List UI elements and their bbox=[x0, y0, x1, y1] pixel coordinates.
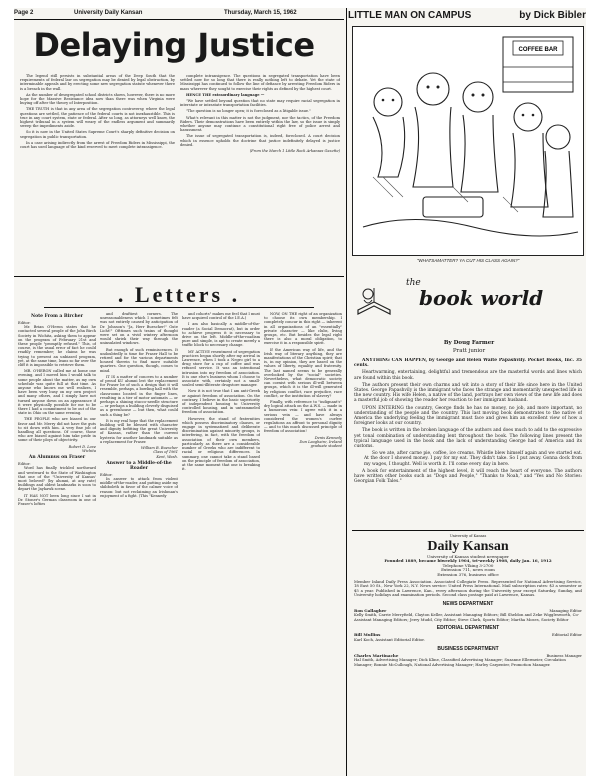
paragraph: What's relevant in this matter is not the judgment, nor the tactics, of the Freedom Riders. Their demonstrations have been entirely within the law, so the issue is simply whether anyone may continue a constitutional right free of police arrest and harassment. bbox=[180, 115, 340, 133]
letter-role: graduate student bbox=[310, 444, 342, 449]
letter-heading: Note From a Bircher bbox=[30, 314, 84, 319]
letter-signature: Robert D. Love bbox=[68, 444, 96, 449]
news-department-head: NEWS DEPARTMENT bbox=[442, 600, 494, 607]
cartoon-panel bbox=[352, 26, 584, 256]
paragraph: It is my real hope that the replacement building will be blessed with character and dignity befitting the great University of Kansas, rather than the current hysteria for another landmark suitable as a replacement for Fraser. bbox=[100, 418, 178, 444]
paragraph: If the American way of life, and the Irish way of literary anything, they are manifestations of the Christian spirit; that is, in my opinion, they are based on the values of liberty, equality and fraternity. The last named seems to be generally overlooked by the "social" societies. Nevertheless, what democratic society can coexist with serious ill-will between groups, which it is the ill-will generated by religious conflict, race prejudice, race conflict, or the institution of slavery? bbox=[264, 347, 342, 398]
paragraph: So it is now in the United States Supreme Court's sharply definitive decision on segregation in public transportation. bbox=[20, 130, 175, 139]
paragraph: But enough of such reminiscences. It undoubtedly is time for Fraser Hall to be retired and for the various departments housed therein to find more suitable quarters. One question, though, comes to mind. bbox=[100, 347, 178, 373]
paragraph: Finally, with reference to "indignant's" dry logical attack on the A.W.S. — made in a humorous vein: I agree with it in a serious vein — and have always considered the women's curfew regulations an affront to personal dignity — and to this much discussed principle of freedom of association! bbox=[264, 400, 342, 434]
review-byline: By Doug Farmer bbox=[443, 340, 495, 346]
cartoon-caption: "WHATSAMATTER? YA CUT HIS CLASS AGAIN?" bbox=[416, 258, 520, 263]
letter-location: Kent, Wash. bbox=[156, 454, 178, 459]
paragraph: ANYTHING CAN HAPPEN, by George and Helen Waite Papashvily. Pocket Books, Inc. 35 cents. bbox=[354, 358, 582, 369]
letters-column-2 bbox=[100, 312, 178, 770]
paragraph: As the number of desegregated school districts shows, however, there is no more hope for the Massive Resistance idea now than there was when Virginia were buying off after the theory of Interposition. bbox=[20, 92, 175, 106]
paragraph: A book for entertainment of the highest level, it will reach the heart of everyone. The authors have written other books such as "Dogs and People," "Thanks to Noah," and "Yes and No Stories: Georgian Folk Tales." bbox=[354, 468, 582, 485]
paragraph: However, the stand of fraternities which possess discriminatory clauses, or engage in systematized and deliberate discrimination against minority groups, is interfering, in fact, with the freedom of association of their own members, particularly as there are a considerable number of Greeks who are indifferent to racial or religious differences. In summary, one cannot take a stand based on the principle of freedom of association, at the same moment that one is breaking it. bbox=[182, 416, 260, 472]
quote: "The question is no longer open; it is foreclosed as a litigable issue." bbox=[186, 109, 311, 114]
masthead-name: Daily Kansan bbox=[427, 538, 509, 554]
staff-role: Managing Editor bbox=[549, 607, 582, 613]
editorial-column-1 bbox=[20, 74, 175, 274]
staff-list: Hal Smith, Advertising Manager; Dick Kline, Classified Advertising Manager; Suzanne Ellermeier, Circulation Manager; Bonnie McCullough, National Advertising Manager; Harley Carpenter, Promotion Manager. bbox=[354, 657, 566, 667]
letter-salutation: Editor: bbox=[18, 321, 31, 325]
paragraph: The authors present their own charms and wit into a story of their life since here in the United States. George Papashvily is the immigrant who faces the strange and momentarily unexpected life in the new country. His wife Helen, a native of the land, portrays her own views of the new life and does a masterful job of showing the reader her reaction to her immigrant husband. bbox=[354, 382, 582, 404]
letter-salutation: Editor: bbox=[100, 472, 113, 477]
source-credit: (From the March 1 Little Rock Arkansas Gazette) bbox=[249, 149, 340, 154]
masthead-ext: Extension 711, news room bbox=[441, 567, 495, 573]
letter-salutation: Editor: bbox=[18, 462, 31, 467]
letter-signature: William B. Buescher bbox=[141, 446, 178, 451]
masthead-tagline: University of Kansas student newspaper bbox=[427, 553, 509, 559]
book-review-body bbox=[354, 358, 582, 526]
masthead-body: Member Inland Daily Press Association. Associated Collegiate Press. Represented for National Advertising Service, 18 East 50 St., New York 22, N.Y. News service: United Press International. Mail subscription rates: $3 a semester or $5 a year. Published in Lawrence, Kan., every afternoon during the University year except Saturday, Sunday, and University holidays and examination periods. Second class postage paid at Lawrence, Kansas. bbox=[354, 578, 582, 598]
newspaper-page bbox=[14, 8, 586, 776]
paragraph: Word has finally trickled northward and westward to the State of Washington that one of the "University of Kansas' most beloved" (by alumni, at any rate) buildings and oldest landmarks is soon to depart the Jayhawk scene. bbox=[18, 466, 96, 492]
letter-location: Wichita bbox=[82, 448, 96, 453]
staff-list: Karl Koch, Assistant Editorial Editor. bbox=[354, 636, 425, 642]
paragraph: IT IS a matter of concern to a number of proud KU alumni lest the replacement for Fraser be of such a design that it will resemble, perhaps, a bowling hall with the classrooms located in the finger lines, resulting in a tier of motor automats — or perhaps a shining stucco-needle structure — or perhaps a building cleverly disguised as a greenhouse — but then, what could such a thing be? bbox=[100, 374, 178, 417]
paragraph: THE PEOPLE who are biased in our favor and Mr. Merry did not have the guts to sit down with him. A very fine job of handling all questions. Of course, those who are biased against him take pride in some of their ploys of objectivity. bbox=[18, 417, 96, 443]
quoted-passage: So we ate, after carne pie, coffee, ice creams. Whistle blew himself again and we started eat. At the door I showed money. I pay for my eat. They didn't take. So I put away. Gonna dock from my wages, I thought. Well is worth it. I'll come every day in here. bbox=[364, 451, 582, 467]
staff-name: Bill Mullins bbox=[354, 632, 381, 638]
subhead: HENCE THE extraordinary language — bbox=[186, 92, 265, 97]
editorial-column-2 bbox=[180, 74, 340, 274]
paragraph: Now it is not true that I am anti-Greek or against freedom of association. On the contrary, I believe in the basic superiority of independent housing to University controlled housing, and in untrammeled freedom of association. bbox=[182, 389, 260, 415]
paragraph: The issue of segregated transportation is, indeed, foreclosed. A court decision which in essence upholds the doctrine that justice indefinitely delayed is justice denied. bbox=[180, 134, 340, 147]
cartoon-artist: by Dick Bibler bbox=[519, 10, 586, 21]
paragraph: In a case arising indirectly from the arrest of Freedom Riders in Mississippi, the court has used language of the kind reserved to meet complete intransigence. bbox=[20, 140, 175, 150]
staff-role: Business Manager bbox=[546, 652, 582, 658]
paragraph: Mr. Brian O'Heron states that he contacted several people of the John Birch Society in Wichita, asking them to appear on the program of February 21st and these people "promptly refused." This, of course, is the usual error of fact he could readily remember; he claims he was trying to present an unbiased program, yet, at the same time, leans so far over the cliff it is impossible to retrieve them. bbox=[18, 325, 96, 368]
paragraph: complete intransigence. The questions in segregated transportation have been settled now for so long that there is really nothing left to debate. Yet the state of Mississippi has continued to follow the line of defiance by arresting Freedom Riders in mass wherever they sought to exercise their rights as defined by the highest court. bbox=[180, 74, 340, 91]
cartoon-drawing bbox=[353, 27, 583, 255]
section-rule bbox=[352, 530, 584, 531]
letter-location: Dun Laoghaire, Ireland bbox=[299, 439, 342, 444]
paragraph: THE TRUTH is that in any area of the segregation controversy, where the legal questions are settled, the patience of the federal courts is not inexhaustible. This is true in any court system, state or federal. After so long, as attorneys well know, the highest tribunal in a system will weary of the endless argument and summarily sweep the impediments aside. bbox=[20, 107, 175, 129]
paragraph: UPON ENTERING the country, George finds he has no money, no job, and more important, no understanding of the people and the country. This last moving book demonstrates to the native of America the underlying feeling the immigrant must face and gives him an excellent view of how a foreigner looks at our country. bbox=[354, 405, 582, 427]
paragraph: and draftiest corners. The unreasonableness which I sometimes felt was not entirely caused by anticipation of Dr. Johnson's "Ja, Herr Buescher!" Gute Licht!" Ofttimes such trains of thought were set on a vivid wintery afternoon would shriek their way through the uninsulated windows. bbox=[100, 312, 178, 346]
section-rule bbox=[14, 276, 344, 277]
letter-heading: An Alumnus on Fraser bbox=[28, 455, 86, 461]
book-world-small-title: the bbox=[406, 278, 421, 288]
letter-class: Class of 1961 bbox=[153, 450, 178, 455]
paragraph: In answer to attack from violent middle-of-the-roader, and putting aside my shibboleth in favor of the calmer voice of reason: but not reclaiming an Irishman's enjoyment of a fight. (This "Kennedy bbox=[100, 476, 178, 498]
editorial-staff bbox=[354, 633, 582, 642]
review-byline-role: Pratt junior bbox=[452, 348, 486, 354]
letter-signature: Denis Kennedy bbox=[314, 435, 342, 440]
coffee-bar-sign: COFFEE BAR bbox=[518, 47, 558, 53]
paper-name: University Daily Kansan bbox=[74, 10, 143, 16]
letters-column-3 bbox=[182, 312, 260, 770]
paragraph: MY ACTIVE resentment of segregation practices began shortly after my arrival in Lawrence, when I took a Negro girl to a drug store for a cup of coffee and was refused service. It was an intentional intrusion into my freedom of association. It is one else's business whom I choose to associate with, certainly not a small-souled semi-illiterate drugstore manager. bbox=[182, 349, 260, 388]
paragraph: The legend still persists in substantial areas of the Deep South that the requirements of federal law on segregation may be denied by legal obstruction, by interminable appeals and by erecting some new segregation statute whenever there is a breach in the wall. bbox=[20, 74, 175, 91]
staff-list: Kelly Smith, Carrie Merryfield, Clayton Keller, Assistant Managing Editors; Bill Sheldon and Zeke Wigglesworth, Co-Assistant Managing Editors; Jerry Mudd, City Editor; Steve Clark, Sports Editor; Martha Moses, Society Editor bbox=[354, 612, 580, 622]
letters-title: . Letters . bbox=[117, 282, 241, 307]
masthead-ext2: Extension 376, business office bbox=[437, 571, 499, 577]
editorial-headline: Delaying Justice bbox=[33, 26, 315, 64]
paragraph: and cohorts" makes me feel that I must have acquired control of the I.E.A.) bbox=[182, 312, 260, 321]
page-number: Page 2 bbox=[14, 10, 34, 16]
staff-name: Charles Martinache bbox=[354, 652, 399, 658]
letters-column-1 bbox=[18, 312, 96, 770]
business-department-head: BUSINESS DEPARTMENT bbox=[437, 645, 499, 652]
paragraph: I am also basically a middle-of-the-roader (a Social Democrat), but in order to achieve progress it is necessary to drive on the left. Middle-of-the-roadism pure and simple, is apt to create merely a traffic block to necessary change. bbox=[182, 322, 260, 348]
paragraph: Heartwarming, entertaining, delightful and tremendous are the masterful words and lines which are found within this book. bbox=[354, 370, 582, 381]
letters-rule bbox=[44, 307, 314, 308]
business-staff bbox=[354, 654, 582, 668]
masthead bbox=[354, 534, 582, 667]
cartoon-strip-title: LITTLE MAN ON CAMPUS bbox=[348, 10, 472, 21]
paragraph: MR. O'HERON called me at home one evening, and I moved him I would talk to some people about the matter, as my own schedule was quite full at that time. As anyone who knows me well realizes, I have been very busy on my own project and many others, and I simply have not turned anyone down on an appearance if it were physically possible for me to be there I had a commitment to be out of the state in Ohio on the same evening. bbox=[18, 369, 96, 416]
book-world-icon bbox=[354, 280, 394, 320]
masthead-founded: Founded 1889, became biweekly 1904, tri-weekly 1908, daily Jan. 16, 1912 bbox=[384, 558, 552, 564]
staff-role: Editorial Editor bbox=[552, 632, 582, 638]
news-staff bbox=[354, 609, 582, 623]
staff-name: Ron Gallagher bbox=[354, 607, 387, 613]
letters-column-4 bbox=[264, 312, 342, 770]
paragraph: IT HAS NOT been long since I sat in Dr. Stoner's German classroom in one of Fraser's lofties bbox=[18, 493, 96, 506]
issue-date: Thursday, March 15, 1962 bbox=[224, 10, 297, 16]
quote: "We have settled beyond question that no state may require racial segregation in interstate or intrastate transportation facilities. bbox=[180, 99, 340, 108]
paragraph: The book is written in the broken language of the authors and does much to add to the expressive yet tonal combination of understanding lent throughout the book. The following lines present the typical language used in the book and the lack of understanding George had of America and its customs. bbox=[354, 428, 582, 450]
book-world-title: book world bbox=[419, 286, 544, 310]
masthead-phone: Telephone VIking 3-2700 bbox=[442, 562, 494, 568]
editorial-department-head: EDITORIAL DEPARTMENT bbox=[436, 625, 500, 632]
folio-rule bbox=[14, 19, 344, 20]
masthead-brand: University of Kansas bbox=[449, 534, 487, 538]
paragraph: NOW, ON THE right of an organization to choose its own membership. I completely concur in this right — inherent in all organizations of an "essentially" private character — like clubs, living groups, etc. But besides the legal right there is also a moral obligation, to exercise it in a responsible spirit. bbox=[264, 312, 342, 346]
letter-heading: Answer to a Middle-of-the Roader bbox=[106, 460, 172, 471]
column-divider bbox=[346, 8, 347, 776]
